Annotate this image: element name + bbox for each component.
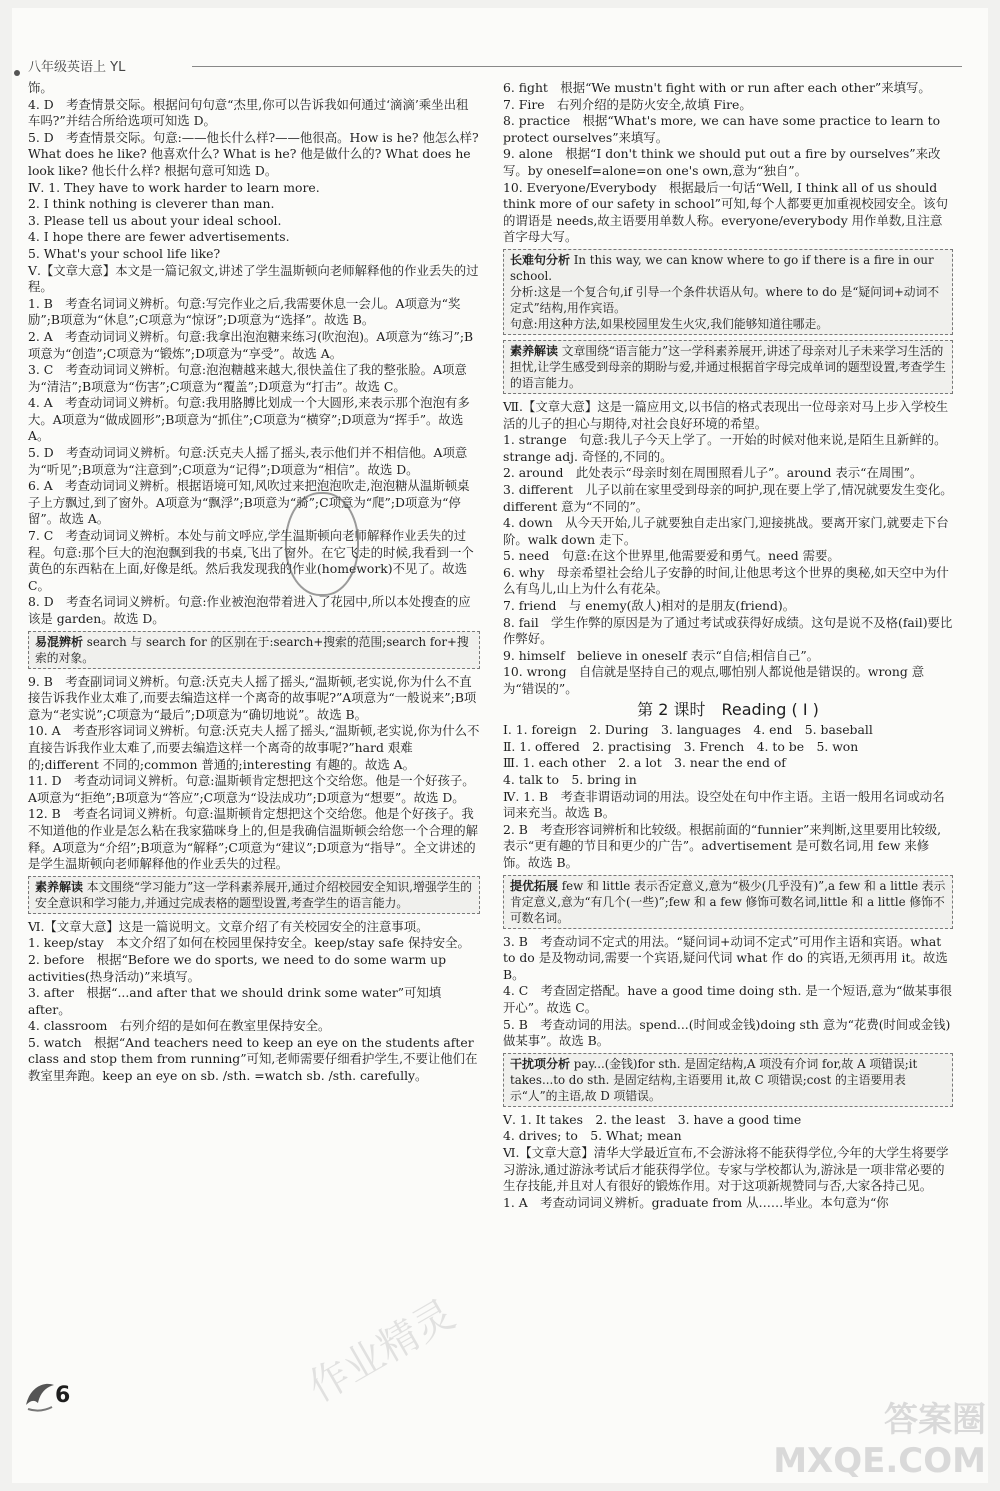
answer-line: Ⅳ. 1. They have to work harder to learn more. bbox=[28, 179, 320, 195]
right-block-3 bbox=[503, 722, 953, 871]
answer-line: 6. A 考查动词词义辨析。根据语境可知,风吹过来把泡泡吹走,泡泡糖从温斯顿桌子上方飘过,到了窗外。A项意为“飘浮”;B项意为“骑”;C项意为“爬”;D项意为“停留”。故选 A。 bbox=[28, 478, 470, 527]
answer-line: 3. B 考查动词不定式的用法。“疑问词+动词不定式”可用作主语和宾语。what to do 是及物动词,需要一个宾语,疑问代词 what 作 do 的宾语,无须再用 it。故选 B。 bbox=[503, 933, 948, 982]
answer-line: 11. D 考查动词词义辨析。句意:温斯顿肯定想把这个交给您。他是一个好孩子。A项意为“拒绝”;B项意为“答应”;C项意为“设法成功”;D项意为“想要”。故选 D。 bbox=[28, 773, 475, 805]
answer-line: Ⅴ.【文章大意】本文是一篇记叙文,讲述了学生温斯顿向老师解释他的作业丢失的过程。 bbox=[28, 262, 479, 295]
answer-line: 2. A 考查动词词义辨析。句意:我拿出泡泡糖来练习(吹泡泡)。A项意为“练习”;B项意为“创造”;C项意为“锻炼”;D项意为“享受”。故选 A。 bbox=[28, 328, 474, 361]
answer-line: 4. talk to 5. bring in bbox=[503, 772, 637, 787]
answer-line: 5. D 考查情景交际。句意:——他长什么样?——他很高。How is he? 他怎么样? What does he like? 他喜欢什么? What is he? 他是做什么的? What does he look like? 他长什么样? 根据句意可知选 D。 bbox=[28, 129, 479, 178]
answer-line: 8. practice 根据“What's more, we can have some practice to learn to protect ourselves”来填写。 bbox=[503, 113, 941, 145]
answer-line: 2. I think nothing is cleverer than man. bbox=[28, 196, 275, 212]
answer-line: 饰。 bbox=[28, 80, 53, 95]
answer-line: 5. What's your school life like? bbox=[28, 245, 221, 261]
right-block-4 bbox=[503, 934, 953, 1050]
answer-line: Ⅰ. 1. foreign 2. During 3. languages 4. end 5. baseball bbox=[503, 722, 873, 738]
answer-line: 4. down 从今天开始,儿子就要独自走出家门,迎接挑战。要离开家门,就要走下台阶。walk down 走下。 bbox=[503, 515, 949, 547]
answer-line: 1. strange 句意:我儿子今天上学了。一开始的时候对他来说,是陌生且新鲜的。strange adj. 奇怪的,不同的。 bbox=[503, 432, 947, 464]
answer-line: 4. drives; to 5. What; mean bbox=[503, 1128, 682, 1144]
answer-line: 3. different 儿子以前在家里受到母亲的呵护,现在要上学了,情况就要发生变化。different 意为“不同的”。 bbox=[503, 481, 953, 514]
right-block-1 bbox=[503, 80, 953, 246]
note-box-distractor bbox=[503, 1053, 953, 1107]
answer-line: 4. I hope there are fewer advertisements. bbox=[28, 229, 290, 245]
answer-line: 8. fail 学生作弊的原因是为了通过考试或获得好成绩。这句是说不及格(fail)要比作弊好。 bbox=[503, 614, 953, 647]
answer-line: 6. why 母亲希望社会给儿子安静的时间,让他思考这个世界的奥秘,如天空中为什么有鸟儿,山上为什么有花朵。 bbox=[503, 564, 949, 597]
note-box-confusion bbox=[28, 631, 480, 669]
note-tag: 素养解读 bbox=[510, 343, 559, 358]
answer-line: 10. Everyone/Everybody 根据最后一句话“Well, I think all of us should think more of our safety in school”可知,每个人都要更加重视校园安全。该句的谓语是 needs,故主语要用单数人称。everyone/everybody 用作单数,且注意首字母大写。 bbox=[503, 179, 948, 245]
answer-line: 4. C 考查固定搭配。have a good time doing sth. 是一个短语,意为“做某事很开心”。故选 C。 bbox=[503, 983, 952, 1015]
ink-stamp bbox=[285, 492, 359, 596]
answer-line: Ⅱ. 1. offered 2. practising 3. French 4. to be 5. won bbox=[503, 738, 859, 754]
note-text: 文章围绕“语言能力”这一学科素养展开,讲述了母亲对儿子未来学习生活的担忧,让学生感受到母亲的期盼与爱,并通过根据首字母完成单词的题型设置,考查学生的语言能力。 bbox=[510, 343, 946, 390]
answer-line: 2. B 考查形容词辨析和比较级。根据前面的“funnier”来判断,这里要用比较级,表示“更有趣的节目和更少的广告”。advertisement 是可数名词,用 few 来修饰。故选 B。 bbox=[503, 821, 942, 870]
answer-line: Ⅵ.【文章大意】清华大学最近宣布,不会游泳将不能获得学位,今年的大学生将要学习游泳,通过游泳考试后才能获得学位。专家与学校都认为,游泳是一项非常必要的生存技能,并且对人有很好的锻炼作用。对于这项新规赞同与否,大家各持己见。 bbox=[503, 1144, 949, 1194]
answer-line: 4. D 考查情景交际。根据问句句意“杰里,你可以告诉我如何通过‘滴滴’乘坐出租车吗?”并结合所给选项可知选 D。 bbox=[28, 96, 469, 129]
answer-line: 3. Please tell us about your ideal school. bbox=[28, 212, 282, 228]
note-box-literacy-2 bbox=[503, 340, 953, 394]
answer-line: 10. A 考查形容词词义辨析。句意:沃克夫人摇了摇头,“温斯顿,老实说,你为什么不直接告诉我作业太难了,而要去编造这样一个离奇的故事呢?”hard 艰难的;different 不同的;common 普通的;interesting 有趣的。故选 A。 bbox=[28, 723, 480, 772]
note-tag: 干扰项分析 bbox=[510, 1056, 571, 1071]
answer-line: 5. B 考查动词的用法。spend...(时间或金钱)doing sth 意为“花费(时间或金钱)做某事”。故选 B。 bbox=[503, 1016, 951, 1049]
note-box-extension bbox=[503, 875, 953, 929]
answer-line: 9. himself believe in oneself 表示“自信;相信自己”。 bbox=[503, 647, 820, 663]
answer-line: 7. C 考查动词词义辨析。本处与前文呼应,学生温斯顿向老师解释作业丢失的过程。句意:那个巨大的泡泡飘到我的书桌,飞出了窗外。在它飞走的时候,我看到一个黄色的东西粘在上面,好像是纸。然后我发现我的作业(homework)不见了。故选 C。 bbox=[28, 528, 474, 593]
answer-line: 2. around 此处表示“母亲时刻在周围照看儿子”。around 表示“在周围”。 bbox=[503, 465, 923, 481]
note-text: 本文围绕“学习能力”这一学科素养展开,通过介绍校园安全知识,增强学生的安全意识和学习能力,并通过完成表格的题型设置,考查学生的语言能力。 bbox=[35, 879, 473, 910]
dolphin-logo-icon bbox=[22, 1375, 58, 1415]
answer-line: 10. wrong 自信就是坚持自己的观点,哪怕别人都说他是错误的。wrong 意为“错误的”。 bbox=[503, 664, 925, 697]
note-text: search 与 search for 的区别在于:search+搜索的范围;search for+搜索的对象。 bbox=[35, 634, 469, 665]
left-column bbox=[28, 80, 480, 1085]
note-tag: 提优拓展 bbox=[510, 878, 559, 893]
note-text: few 和 little 表示否定意义,意为“极少(几乎没有)”,a few 和 a little 表示肯定意义,意为“有几个(一些)”;few 和 a few 修饰可数名词,little 和 a little 修饰不可数名词。 bbox=[510, 878, 946, 925]
right-column bbox=[503, 80, 953, 1211]
left-block-3 bbox=[28, 919, 480, 1085]
answer-line: 1. keep/stay 本文介绍了如何在校园里保持安全。keep/stay safe 保持安全。 bbox=[28, 935, 470, 951]
answer-line: 7. Fire 右列介绍的是防火安全,故填 Fire。 bbox=[503, 96, 752, 112]
note-box-literacy bbox=[28, 876, 480, 914]
header-rule bbox=[192, 66, 962, 67]
answer-line: 6. fight 根据“We mustn't fight with or run after each other”来填写。 bbox=[503, 80, 931, 95]
answer-line: 12. B 考查名词词义辨析。句意:温斯顿肯定想把这个交给您。他是个好孩子。我不知道他的作业是怎么粘在我家猫咪身上的,但是我确信温斯顿会给您一个合理的解释。A项意为“介绍”;B项意为“解释”;C项意为“建议”;D项意为“指导”。全文讲述的是学生温斯顿向老师解释他的作业丢失的过程。 bbox=[28, 806, 479, 872]
right-block-2 bbox=[503, 399, 953, 698]
note-box-sentence bbox=[503, 249, 953, 335]
answer-line: Ⅳ. 1. B 考查非谓语动词的用法。设空处在句中作主语。主语一般用名词或动名词来充当。故选 B。 bbox=[503, 788, 945, 821]
note-tag: 长难句分析 bbox=[510, 252, 571, 267]
corner-watermark: 答案圈 MXQE.COM bbox=[773, 1400, 986, 1481]
answer-line: 8. D 考查名词词义辨析。句意:作业被泡泡带着进入了花园中,所以本处搜查的应该是 garden。故选 D。 bbox=[28, 594, 471, 626]
header-bullet bbox=[14, 70, 20, 76]
answer-line: 9. B 考查副词词义辨析。句意:沃克夫人摇了摇头,“温斯顿,老实说,你为什么不直接告诉我作业太难了,而要去编造这样一个离奇的故事呢?”A项意为“一般说来”;B项意为“老实说”;C项意为“最后”;D项意为“确切地说”。故选 B。 bbox=[28, 673, 477, 722]
note-text: pay...(金钱)for sth. 是固定结构,A 项没有介词 for,故 A 项错误;it takes...to do sth. 是固定结构,主语要用 it,故 C 项错误;cost 的主语要用表示“人”的主语,故 D 项错误。 bbox=[510, 1056, 918, 1103]
answer-line: 5. watch 根据“And teachers need to keep an eye on the students after class and stop them from running”可知,老师需要仔细看护学生,不要让他们在教室里奔跑。keep an eye on sb. /sth. =watch sb. /sth. carefully。 bbox=[28, 1034, 478, 1084]
answer-line: 1. B 考查名词词义辨析。句意:写完作业之后,我需要休息一会儿。A项意为“奖励”;B项意为“休息”;C项意为“惊讶”;D项意为“选择”。故选 B。 bbox=[28, 295, 461, 328]
answer-line: 3. after 根据“...and after that we should drink some water”可知填 after。 bbox=[28, 985, 442, 1017]
answer-line: 3. C 考查动词词义辨析。句意:泡泡糖越来越大,很快盖住了我的整张脸。A项意为“清洁”;B项意为“伤害”;C项意为“覆盖”;D项意为“打击”。故选 C。 bbox=[28, 362, 467, 394]
answer-line: Ⅲ. 1. each other 2. a lot 3. near the end of bbox=[503, 755, 786, 771]
answer-line: 2. before 根据“Before we do sports, we need to do some warm up activities(热身活动)”来填写。 bbox=[28, 951, 447, 984]
answer-line: 7. friend 与 enemy(敌人)相对的是朋友(friend)。 bbox=[503, 598, 796, 614]
left-block-2 bbox=[28, 674, 480, 873]
note-tag: 素养解读 bbox=[35, 879, 84, 894]
answer-line: 5. need 句意:在这个世界里,他需要爱和勇气。need 需要。 bbox=[503, 548, 840, 564]
note-tag: 易混辨析 bbox=[35, 634, 84, 649]
answer-line: Ⅵ.【文章大意】这是一篇说明文。文章介绍了有关校园安全的注意事项。 bbox=[28, 918, 429, 934]
answer-line: 4. A 考查动词词义辨析。句意:我用胳膊比划成一个大圆形,来表示那个泡泡有多大。A项意为“做成圆形”;B项意为“抓住”;C项意为“横穿”;D项意为“挥手”。故选 A。 bbox=[28, 395, 470, 444]
lesson-title: 第 2 课时 Reading ( Ⅰ ) bbox=[637, 699, 819, 719]
note-text: In this way, we can know where to go if there is a fire in our school. 分析:这是一个复合句,if 引导一个条件状语从句。where to do 是“疑问词+动词不定式”结构,用作宾语。 句意:用这种方法,如果校园里发生火灾,我们能够知道往哪走。 bbox=[510, 252, 940, 331]
answer-line: 5. D 考查动词词义辨析。句意:沃克夫人摇了摇头,表示他们并不相信他。A项意为“听见”;B项意为“注意到”;C项意为“记得”;D项意为“相信”。故选 D。 bbox=[28, 445, 468, 477]
page-number: 6 bbox=[55, 1383, 71, 1408]
answer-line: 4. classroom 右列介绍的是如何在教室里保持安全。 bbox=[28, 1018, 331, 1034]
page-header: 八年级英语上 YL bbox=[28, 60, 126, 75]
answer-line: 1. A 考查动词词义辨析。graduate from 从……毕业。本句意为“你 bbox=[503, 1194, 889, 1210]
answer-line: Ⅴ. 1. It takes 2. the least 3. have a good time bbox=[503, 1111, 802, 1127]
left-block-1 bbox=[28, 80, 480, 628]
answer-line: Ⅶ.【文章大意】这是一篇应用文,以书信的格式表现出一位母亲对马上步入学校生活的儿子的担心与期待,对社会良好环境的希望。 bbox=[503, 398, 949, 431]
answer-line: 9. alone 根据“I don't think we should put out a fire by ourselves”来改写。by oneself=alone=on one's own,意为“独自”。 bbox=[503, 146, 941, 178]
watermark-text: 作业精灵 bbox=[300, 1291, 463, 1412]
right-block-5 bbox=[503, 1112, 953, 1212]
